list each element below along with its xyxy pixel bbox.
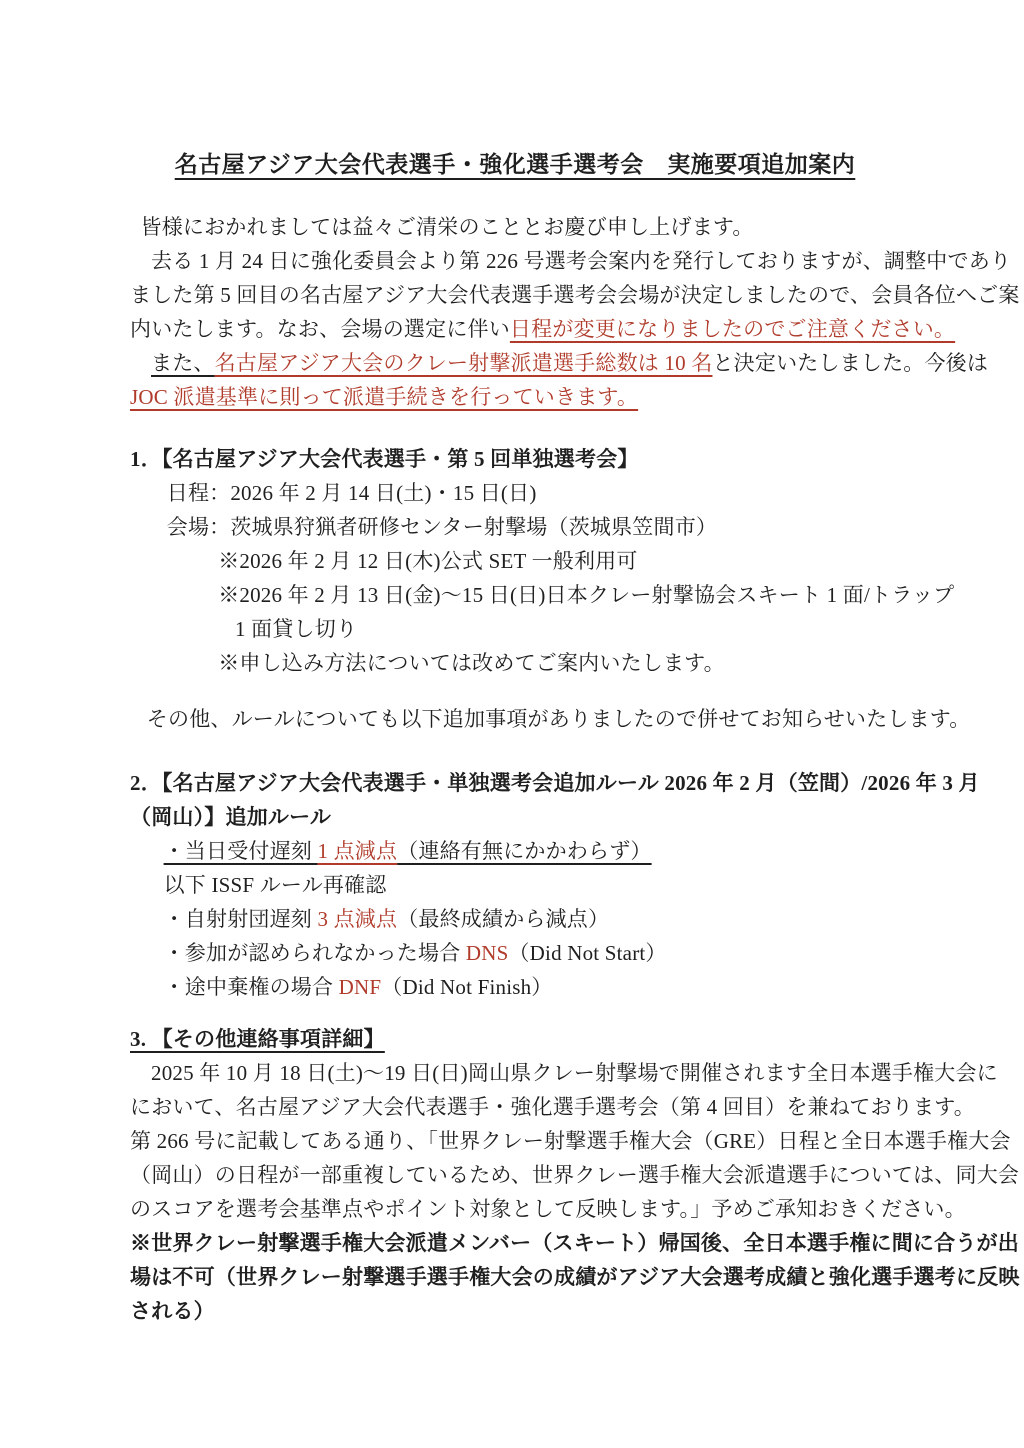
- body-text: 場は不可（世界クレー射撃選手選手権大会の成績がアジア大会選考成績と強化選手選考に反映: [130, 1265, 1020, 1289]
- document-line: [130, 970, 900, 1004]
- document-line: [130, 1158, 1020, 1192]
- body-text: 皆様におかれましては益々ご清栄のこととお慶び申し上げます。: [140, 215, 754, 239]
- document-title: [130, 148, 900, 182]
- body-text: ・自射射団遅刻: [163, 907, 318, 931]
- document-body: [130, 210, 1020, 1328]
- highlighted-text: DNF: [338, 975, 382, 999]
- body-text: （岡山）】追加ルール: [130, 805, 332, 829]
- document-line: [130, 544, 900, 578]
- document-line: [130, 902, 900, 936]
- body-text: 1．【名古屋アジア大会代表選手・第 5 回単独選考会】: [130, 447, 639, 471]
- body-text: ・参加が認められなかった場合: [163, 941, 466, 965]
- document-line: [130, 1260, 1020, 1294]
- body-text: ※申し込み方法については改めてご案内いたします。: [218, 651, 725, 675]
- document-line: [130, 1192, 966, 1226]
- highlighted-text: DNS: [465, 941, 509, 965]
- body-text: ました第 5 回目の名古屋アジア大会代表選手選考会会場が決定しましたので、会員各位へご案: [130, 283, 1020, 307]
- highlighted-text: 1 点減点: [317, 839, 398, 863]
- document-line: [130, 936, 900, 970]
- body-text: ※世界クレー射撃選手権大会派遣メンバー（スキート）帰国後、全日本選手権に間に合うが出: [130, 1231, 1019, 1255]
- body-text: 以下 ISSF ルール再確認: [163, 873, 387, 897]
- document-title-text: 名古屋アジア大会代表選手・強化選手選考会 実施要項追加案内: [174, 152, 856, 177]
- body-text: 会場：茨城県狩猟者研修センター射撃場（茨城県笠間市）: [166, 515, 718, 539]
- document-line: [130, 210, 900, 244]
- document-line: [130, 442, 900, 476]
- body-text: また、: [151, 351, 215, 375]
- document-line: [130, 1294, 900, 1328]
- highlighted-text: 3 点減点: [317, 907, 398, 931]
- body-text: 1 面貸し切り: [235, 617, 358, 641]
- body-text: ・当日受付遅刻: [163, 839, 318, 863]
- body-text: ※2026 年 2 月 12 日(木)公式 SET 一般利用可: [218, 549, 638, 573]
- body-text: 2．【名古屋アジア大会代表選手・単独選考会追加ルール 2026 年 2 月（笠間）/2026 年 3 月: [130, 771, 980, 795]
- document-line: [130, 510, 900, 544]
- body-text: 内いたします。なお、会場の選定に伴い: [130, 317, 510, 341]
- document-line: [130, 346, 989, 380]
- body-text: と決定いたしました。今後は: [712, 351, 989, 375]
- document-line: [130, 244, 1012, 278]
- body-text: （Did Not Finish）: [381, 975, 553, 999]
- document-line: [130, 834, 900, 868]
- highlighted-text: 名古屋アジア大会のクレー射撃派遣選手総数は 10 名: [214, 351, 713, 375]
- body-text: 第 266 号に記載してある通り、「世界クレー射撃選手権大会（GRE）日程と全日本選手権大会: [130, 1129, 1011, 1153]
- document-line: [130, 1090, 975, 1124]
- body-text: のスコアを選考会基準点やポイント対象として反映します。」予めご承知おきください。: [130, 1197, 966, 1221]
- body-text: ・途中棄権の場合: [163, 975, 339, 999]
- document-line: [130, 766, 980, 800]
- body-text: 去る 1 月 24 日に強化委員会より第 226 号選考会案内を発行しておりますが、調整中であり: [151, 249, 1012, 273]
- document-line: [130, 646, 900, 680]
- body-text: （最終成績から減点）: [397, 907, 610, 931]
- document-line: [130, 1124, 1011, 1158]
- document-line: [130, 1056, 998, 1090]
- body-text: において、名古屋アジア大会代表選手・強化選手選考会（第 4 回目）を兼ねております。: [130, 1095, 975, 1119]
- body-text: 日程：2026 年 2 月 14 日(土)・15 日(日): [166, 481, 537, 505]
- document-line: [130, 702, 971, 736]
- body-text: （Did Not Start）: [508, 941, 667, 965]
- document-line: [130, 1022, 900, 1056]
- body-text: その他、ルールについても以下追加事項がありましたので併せてお知らせいたします。: [146, 707, 971, 731]
- document-line: [130, 612, 900, 646]
- document-line: [130, 312, 956, 346]
- document-line: [130, 1226, 1019, 1260]
- document-line: [130, 868, 900, 902]
- highlighted-text: JOC 派遣基準に則って派遣手続きを行っていきます。: [130, 385, 639, 409]
- body-text: される）: [130, 1299, 215, 1323]
- body-text: （岡山）の日程が一部重複しているため、世界クレー選手権大会派遣選手については、同大会: [130, 1163, 1020, 1187]
- document-line: [130, 578, 955, 612]
- document-line: [130, 800, 900, 834]
- document-line: [130, 476, 900, 510]
- document-line: [130, 380, 900, 414]
- body-text: ※2026 年 2 月 13 日(金)～15 日(日)日本クレー射撃協会スキート 1 面/トラップ: [218, 583, 955, 607]
- body-text: 3. 【その他連絡事項詳細】: [130, 1027, 385, 1051]
- body-text: 2025 年 10 月 18 日(土)～19 日(日)岡山県クレー射撃場で開催されます全日本選手権大会に: [151, 1061, 998, 1085]
- body-text: （連絡有無にかかわらず）: [397, 839, 652, 863]
- document-line: [130, 278, 1020, 312]
- highlighted-text: 日程が変更になりましたのでご注意ください。: [509, 317, 956, 341]
